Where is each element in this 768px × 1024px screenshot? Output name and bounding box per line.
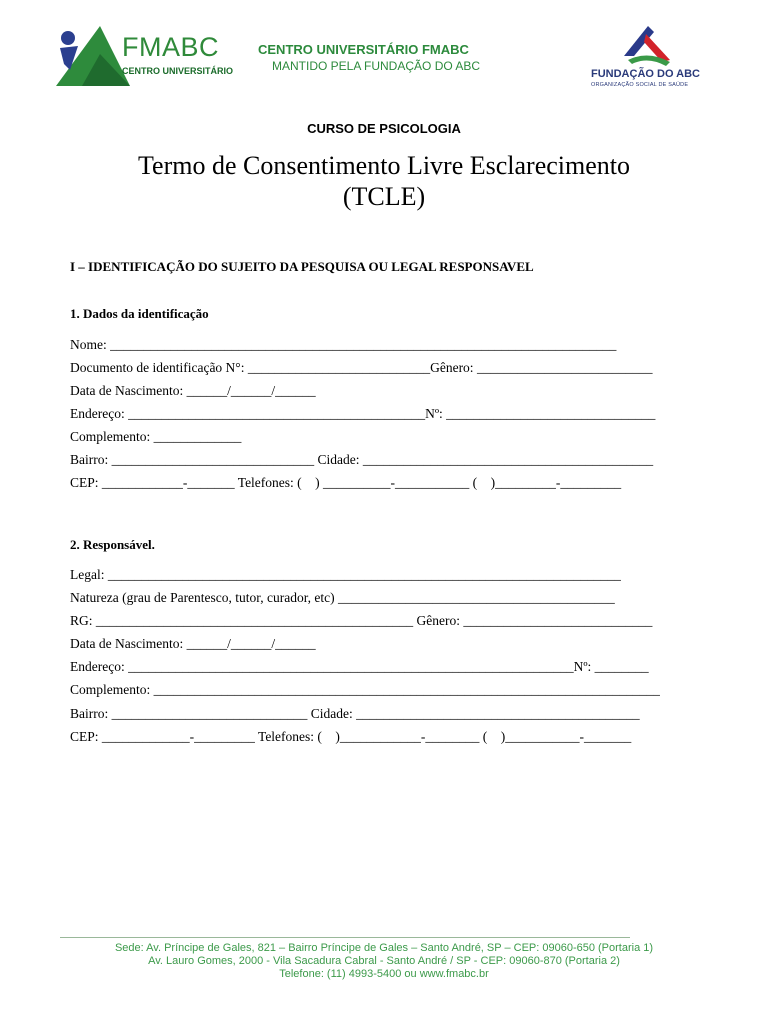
responsible-heading: 2. Responsável. bbox=[70, 537, 155, 552]
course-name: CURSO DE PSICOLOGIA bbox=[307, 121, 461, 136]
fundacao-abc-logo-subtext: ORGANIZAÇÃO SOCIAL DE SAÚDE bbox=[591, 82, 689, 88]
document-title-line-1: Termo de Consentimento Livre Esclarecimento bbox=[137, 151, 631, 180]
responsible-neighborhood-city-field[interactable]: Bairro: _____________________________ Cidade: __________________________________________ bbox=[70, 706, 640, 721]
neighborhood-city-field[interactable]: Bairro: ______________________________ Cidade: ___________________________________________ bbox=[70, 452, 654, 467]
identification-heading: 1. Dados da identificação bbox=[70, 306, 209, 321]
footer-address-1: Sede: Av. Príncipe de Gales, 821 – Bairro Príncipe de Gales – Santo André, SP – CEP: 09060-650 (Portaria 1) bbox=[114, 942, 654, 954]
birth-date-field[interactable]: Data de Nascimento: ______/______/______ bbox=[70, 383, 316, 398]
address-field[interactable]: Endereço: ____________________________________________Nº: _______________________________ bbox=[70, 406, 656, 421]
fmabc-logo-subtext: CENTRO UNIVERSITÁRIO bbox=[122, 66, 234, 76]
responsible-birth-date-field[interactable]: Data de Nascimento: ______/______/______ bbox=[70, 636, 316, 651]
responsible-address-field[interactable]: Endereço: __________________________________________________________________Nº: ________ bbox=[70, 659, 649, 674]
footer-divider bbox=[60, 937, 630, 938]
footer-address-2: Av. Lauro Gomes, 2000 - Vila Sacadura Cabral - Santo André / SP - CEP: 09060-870 (Portaria 2) bbox=[148, 955, 620, 967]
footer-contact: Telefone: (11) 4993-5400 ou www.fmabc.br bbox=[279, 968, 489, 980]
responsible-cep-phones-field[interactable]: CEP: _____________-_________ Telefones: ( )____________-________ ( )___________-_______ bbox=[70, 729, 632, 744]
responsible-complement-field[interactable]: Complemento: ___________________________________________________________________________ bbox=[70, 682, 660, 697]
institution-subtitle: MANTIDO PELA FUNDAÇÃO DO ABC bbox=[272, 59, 481, 73]
institution-title: CENTRO UNIVERSITÁRIO FMABC bbox=[258, 42, 469, 57]
rg-gender-field[interactable]: RG: _______________________________________________ Gênero: ____________________________ bbox=[70, 613, 653, 628]
section-heading: I – IDENTIFICAÇÃO DO SUJEITO DA PESQUISA OU LEGAL RESPONSAVEL bbox=[70, 259, 534, 274]
document-title bbox=[0, 150, 768, 212]
name-field[interactable]: Nome: ___________________________________________________________________________ bbox=[70, 337, 617, 352]
document-title-line-2: (TCLE) bbox=[342, 182, 426, 211]
legal-field[interactable]: Legal: ____________________________________________________________________________ bbox=[70, 567, 621, 582]
id-document-gender-field[interactable]: Documento de identificação N°: ___________________________Gênero: __________________________ bbox=[70, 360, 653, 375]
kinship-field[interactable]: Natureza (grau de Parentesco, tutor, curador, etc) _________________________________________ bbox=[70, 590, 615, 605]
fundacao-abc-logo-text: FUNDAÇÃO DO ABC bbox=[591, 68, 700, 80]
cep-phones-field[interactable]: CEP: ____________-_______ Telefones: ( ) __________-___________ ( )_________-_________ bbox=[70, 475, 622, 490]
complement-field[interactable]: Complemento: _____________ bbox=[70, 429, 242, 444]
fmabc-logo-text: FMABC bbox=[122, 32, 219, 62]
